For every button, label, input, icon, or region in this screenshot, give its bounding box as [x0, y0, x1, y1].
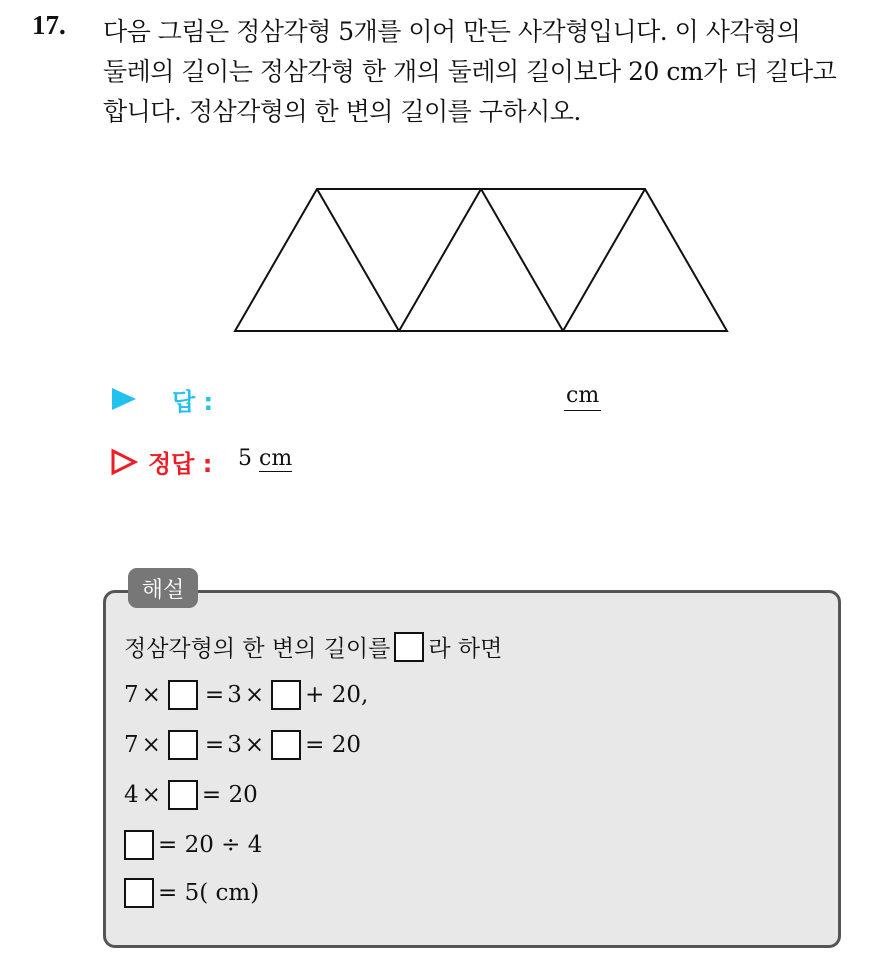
- blank-box: [124, 878, 154, 908]
- eq3-coef: 4: [124, 782, 139, 808]
- blank-box: [124, 830, 154, 860]
- equals-sign: =: [204, 682, 225, 708]
- solution-intro-text: 정삼각형의 한 변의 길이를: [124, 636, 391, 662]
- solution-equation-4: [124, 830, 262, 860]
- trapezoid-outline: [235, 189, 727, 331]
- outline-triangle-arrow-icon: [110, 448, 138, 476]
- times-sign: ×: [244, 682, 265, 708]
- equals-sign: =: [204, 732, 225, 758]
- eq4-rest: = 20 ÷ 4: [158, 832, 263, 858]
- solution-equation-1: [124, 680, 368, 710]
- blank-box: [168, 730, 198, 760]
- answer-key-number: 5: [238, 446, 252, 471]
- answer-label: 답 :: [172, 388, 214, 416]
- solution-intro: [124, 630, 502, 663]
- question-line-3: 합니다. 정삼각형의 한 변의 길이를 구하시오.: [103, 97, 581, 126]
- solution-equation-5: [124, 878, 259, 908]
- blank-box: [168, 780, 198, 810]
- answer-unit[interactable]: cm: [564, 382, 601, 411]
- solution-equation-2: [124, 730, 361, 760]
- question-line-2: 둘레의 길이는 정삼각형 한 개의 둘레의 길이보다 20 cm가 더 길다고: [103, 57, 837, 86]
- eq2-rest: = 20: [305, 732, 361, 758]
- times-sign: ×: [141, 732, 161, 758]
- solution-intro-suffix: 라 하면: [428, 636, 503, 662]
- eq1-coef-left: 7: [124, 682, 139, 708]
- times-sign: ×: [141, 782, 161, 808]
- times-sign: ×: [244, 732, 265, 758]
- triangle-edge: [399, 189, 481, 331]
- eq1-rest: + 20,: [305, 682, 369, 708]
- triangles-figure: [230, 183, 730, 335]
- question-line-1: 다음 그림은 정삼각형 5개를 이어 만든 사각형입니다. 이 사각형의: [103, 17, 801, 46]
- blank-box: [168, 680, 198, 710]
- blank-box: [271, 730, 301, 760]
- eq1-coef-right: 3: [227, 682, 242, 708]
- triangle-edge: [563, 189, 645, 331]
- solution-equation-3: [124, 780, 258, 810]
- blank-box: [271, 680, 301, 710]
- question-number: 17.: [32, 10, 66, 40]
- filled-triangle-arrow-icon: [110, 386, 138, 412]
- blank-box: [394, 632, 424, 662]
- eq3-rest: = 20: [201, 782, 258, 808]
- eq2-coef-left: 7: [124, 732, 139, 758]
- eq2-coef-right: 3: [227, 732, 242, 758]
- triangle-edge: [317, 189, 399, 331]
- times-sign: ×: [141, 682, 161, 708]
- triangle-edge: [481, 189, 563, 331]
- solution-tag: 해설: [128, 568, 198, 608]
- answer-row: [110, 382, 600, 416]
- eq5-rest: = 5( cm): [158, 880, 260, 906]
- answer-key-label: 정답 :: [148, 450, 213, 478]
- answer-key-value: [238, 446, 292, 471]
- answer-key-unit: cm: [259, 446, 293, 471]
